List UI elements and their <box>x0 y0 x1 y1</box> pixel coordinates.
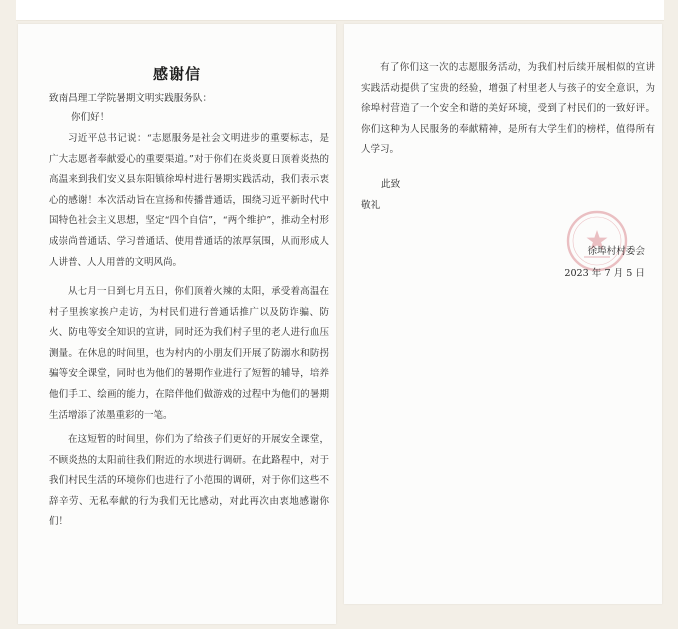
letter-title: 感谢信 <box>152 65 201 83</box>
paragraph-1: 习近平总书记说：“志愿服务是社会文明进步的重要标志，是广大志愿者奉献爱心的重要渠道。”对于你们在炎炎夏日顶着炎热的高温来到我们安义县东阳镇徐埠村进行暑期实践活动，我们表示衷心的感谢！本次活动旨在宣扬和传播普通话，围绕习近平新时代中国特色社会主义思想，坚定“四个自信”，“两个维护”，推动全村形成崇尚普通话、学习普通话、使用普通话的浓厚氛围，从而形成人人讲普、人人用普的文明风尚。 <box>49 133 329 268</box>
paragraph-3: 在这短暂的时间里，你们为了给孩子们更好的开展安全课堂，不顾炎热的太阳前往我们附近的水坝进行调研。在此路程中，对于我们村民生活的环境你们也进行了小范围的调研，对于你们这些不辞辛劳、无私奉献的行为我们无比感动，对此再次由衷地感谢你们！ <box>49 434 329 528</box>
closing-regards: 此致 <box>381 179 401 190</box>
signature-block <box>564 241 645 285</box>
closing-salute: 敬礼 <box>361 200 381 211</box>
letter-page-left <box>18 24 336 624</box>
letter-greeting: 你们好！ <box>71 112 110 123</box>
paragraph-2: 从七月一日到七月五日，你们顶着火辣的太阳，承受着高温在村子里挨家挨户走访，为村民们进行普通话推广以及防诈骗、防火、防电等安全知识的宣讲，同时还为我们村子里的老人进行血压测量。在休息的时间里，也为村内的小朋友们开展了防溺水和防拐骗等安全课堂，同时也为他们的暑期作业进行了短暂的辅导，培养他们手工、绘画的能力，在陪伴他们做游戏的过程中为他们的暑期生活增添了浓墨重彩的一笔。 <box>49 286 329 421</box>
letter-salutation: 致南昌理工学院暑期文明实践服务队： <box>49 93 213 104</box>
signature-organization: 徐埠村村委会 <box>587 246 645 257</box>
signature-date: 2023 年 7 月 5 日 <box>564 268 645 279</box>
letter-page-right <box>344 24 662 604</box>
paragraph-4: 有了你们这一次的志愿服务活动，为我们村后续开展相似的宣讲实践活动提供了宝贵的经验，增强了村里老人与孩子的安全意识，为徐埠村营造了一个安全和谐的美好环境，受到了村民们的一致好评。你们这种为人民服务的奉献精神，是所有大学生们的榜样，值得所有人学习。 <box>361 62 655 156</box>
previous-page-edge <box>16 0 664 21</box>
